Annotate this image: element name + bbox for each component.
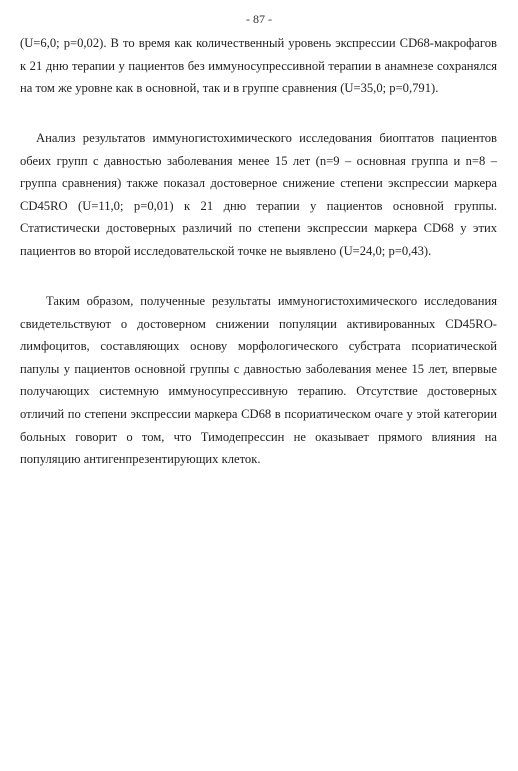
page-number: - 87 -	[246, 12, 272, 26]
paragraph-1: (U=6,0; p=0,02). В то время как количественный уровень экспрессии CD68-макрофагов к 21 дню терапии у пациентов без иммуносупрессивной терапии в анамнезе сохранялся на том же уровне как в основной, так и в группе сравнения (U=35,0; p=0,791).	[20, 36, 497, 96]
paragraph-3: Таким образом, полученные результаты иммуногистохимического исследования свидетельствуют о достоверном снижении популяции активированных CD45RO-лимфоцитов, составляющих основу морфологического субстрата псориатической папулы у пациентов основной группы с давностью заболевания менее 15 лет, впервые получающих системную иммуносупрессивную терапию. Отсутствие достоверных отличий по степени экспрессии маркера CD68 в псориатическом очаге у этой категории больных говорит о том, что Тимодепрессин не оказывает прямого влияния на популяцию антигенпрезентирующих клеток.	[20, 294, 497, 467]
paragraph-2: Анализ результатов иммуногистохимического исследования биоптатов пациентов обеих групп с давностью заболевания менее 15 лет (n=9 – основная группа и n=8 – группа сравнения) также показал достоверное снижение степени экспрессии маркера CD45RO (U=11,0; p=0,01) к 21 дню терапии у пациентов основной группы. Статистически достоверных различий по степени экспрессии маркера CD68 у этих пациентов во второй исследовательской точке не выявлено (U=24,0; p=0,43).	[20, 131, 497, 258]
